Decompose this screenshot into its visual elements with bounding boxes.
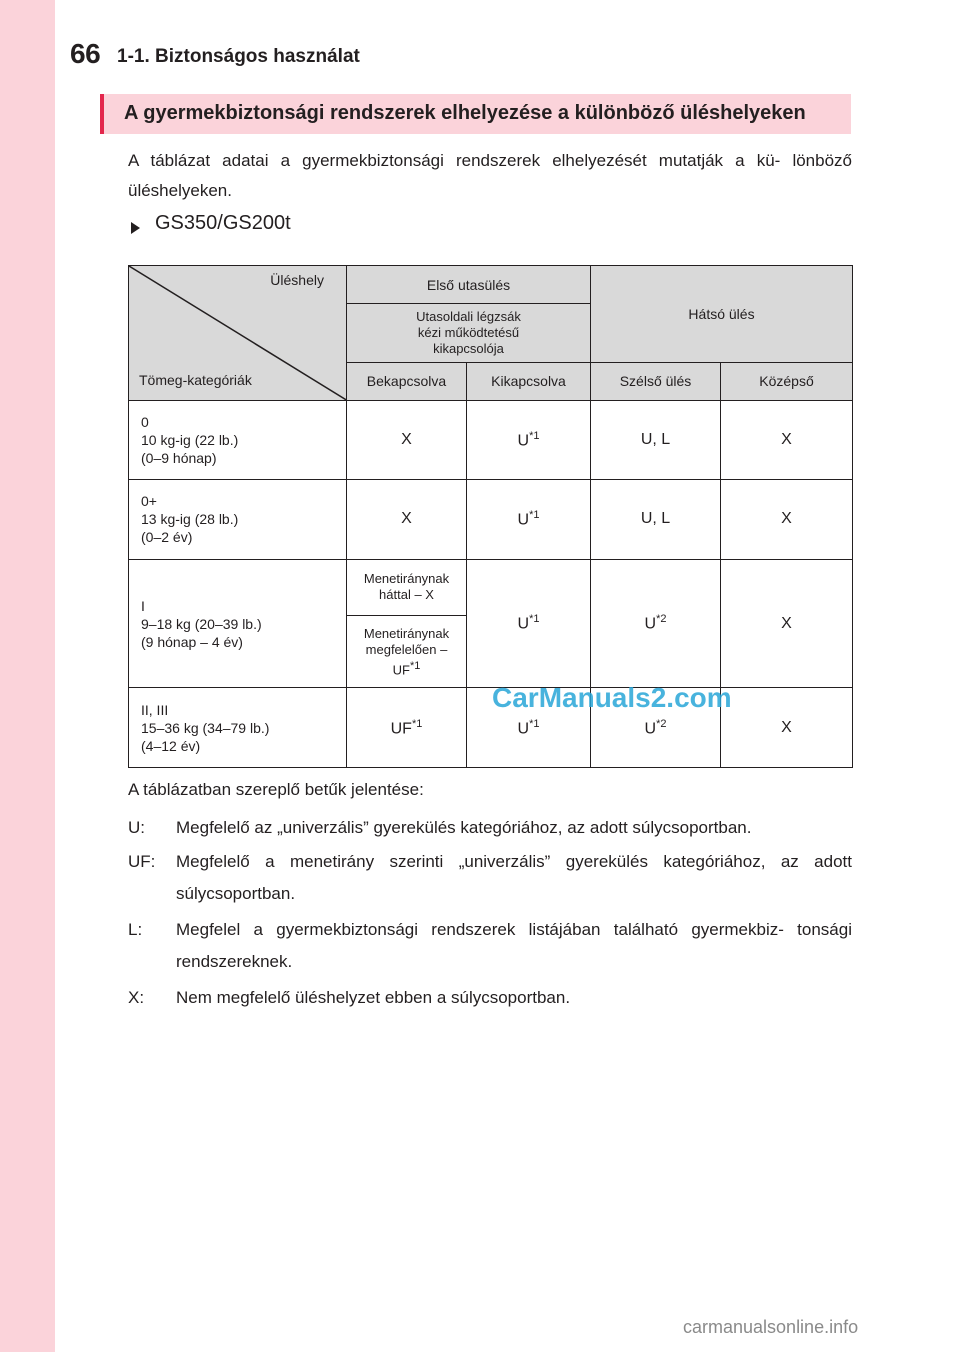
table-row [129,480,853,559]
legend-key: UF: [128,852,156,871]
table-corner-cell [129,266,347,401]
cell-center: X [721,688,853,768]
cell-on-rear-facing: Menetiránynak háttal – X [347,559,467,615]
legend-item [128,812,852,844]
page-number: 66 [70,38,101,69]
intro-paragraph: A táblázat adatai a gyermekbiztonsági rendszerek elhelyezését mutatják a kü- lönböző üléshelyeken. [128,151,852,200]
weight-range: 9–18 kg (20–39 lb.) [141,615,262,632]
col-header-outer: Szélső ülés [591,362,721,400]
cell-outer: U, L [591,480,721,559]
cell-center: X [721,480,853,559]
legend-text: Megfelel a gyermekbiztonsági rendszerek listájában található gyermekbiz- tonsági rendszereknek. [176,920,852,971]
chapter-header: 1-1. Biztonságos használat [117,46,360,67]
weight-range: 10 kg-ig (22 lb.) [141,432,239,449]
cell-off: $U^{*1}$ [467,688,591,768]
bullet-arrow-icon [131,222,140,234]
front-seat-header: Első utasülés [347,266,591,304]
col-header-off: Kikapcsolva [467,362,591,400]
table-row [129,400,853,479]
cell-outer: U, L [591,400,721,479]
group-label: 0 [141,414,149,431]
airbag-switch-header: Utasoldali légzsák kézi működtetésű kikapcsolója [347,304,591,362]
page-side-band [0,0,55,1352]
section-title: A gyermekbiztonsági rendszerek elhelyezése a különböző üléshelyeken [124,102,806,124]
legend-text: Megfelelő a menetirány szerinti „univerzális” gyerekülés kategóriához, az adott súlycsoportban. [176,852,852,903]
col-header-on: Bekapcsolva [347,362,467,400]
cell-center: X [721,559,853,688]
seat-table [128,265,853,768]
corner-seat-label: Üléshely [270,272,324,288]
legend-item [128,982,852,1014]
cell-on: X [347,400,467,479]
legend-text: Megfelelő az „univerzális” gyerekülés kategóriához, az adott súlycsoportban. [176,818,752,837]
weight-cell [129,688,347,768]
group-label: I [141,597,145,614]
cell-off: $U^{*1}$ [467,400,591,479]
cell-on: X [347,480,467,559]
col-header-center: Középső [721,362,853,400]
weight-range: 13 kg-ig (28 lb.) [141,511,239,528]
cell-outer: $U^{*2}$ [591,688,721,768]
group-label: II, III [141,701,169,718]
model-name: GS350/GS200t [155,212,291,234]
cell-on-forward-facing: Menetiránynak megfelelően – UF$^{*1}$ [347,616,467,688]
legend-item [128,914,852,978]
table-row [129,559,853,615]
watermark-logo: CarManuals2.com [492,682,732,713]
legend-item [128,846,852,910]
cell-center: X [721,400,853,479]
age-range: (0–9 hónap) [141,450,217,467]
table-row [129,688,853,768]
age-range: (9 hónap – 4 év) [141,633,243,650]
age-range: (4–12 év) [141,737,201,754]
footer-watermark: carmanualsonline.info [683,1317,859,1337]
cell-on: UF$^{*1}$ [347,688,467,768]
legend-key: U: [128,818,145,837]
weight-cell [129,400,347,479]
weight-range: 15–36 kg (34–79 lb.) [141,719,270,736]
cell-off: $U^{*1}$ [467,559,591,688]
weight-cell [129,559,347,688]
legend-key: X: [128,988,145,1007]
legend-text: Nem megfelelő üléshelyzet ebben a súlycsoportban. [176,988,571,1007]
cell-outer: $U^{*2}$ [591,559,721,688]
legend-key: L: [128,920,143,939]
legend-title: A táblázatban szereplő betűk jelentése: [128,780,424,799]
cell-off: $U^{*1}$ [467,480,591,559]
corner-weight-label: Tömeg-kategóriák [139,371,252,388]
rear-seat-header: Hátsó ülés [591,266,853,363]
weight-cell [129,480,347,559]
group-label: 0+ [141,493,157,510]
age-range: (0–2 év) [141,529,193,546]
